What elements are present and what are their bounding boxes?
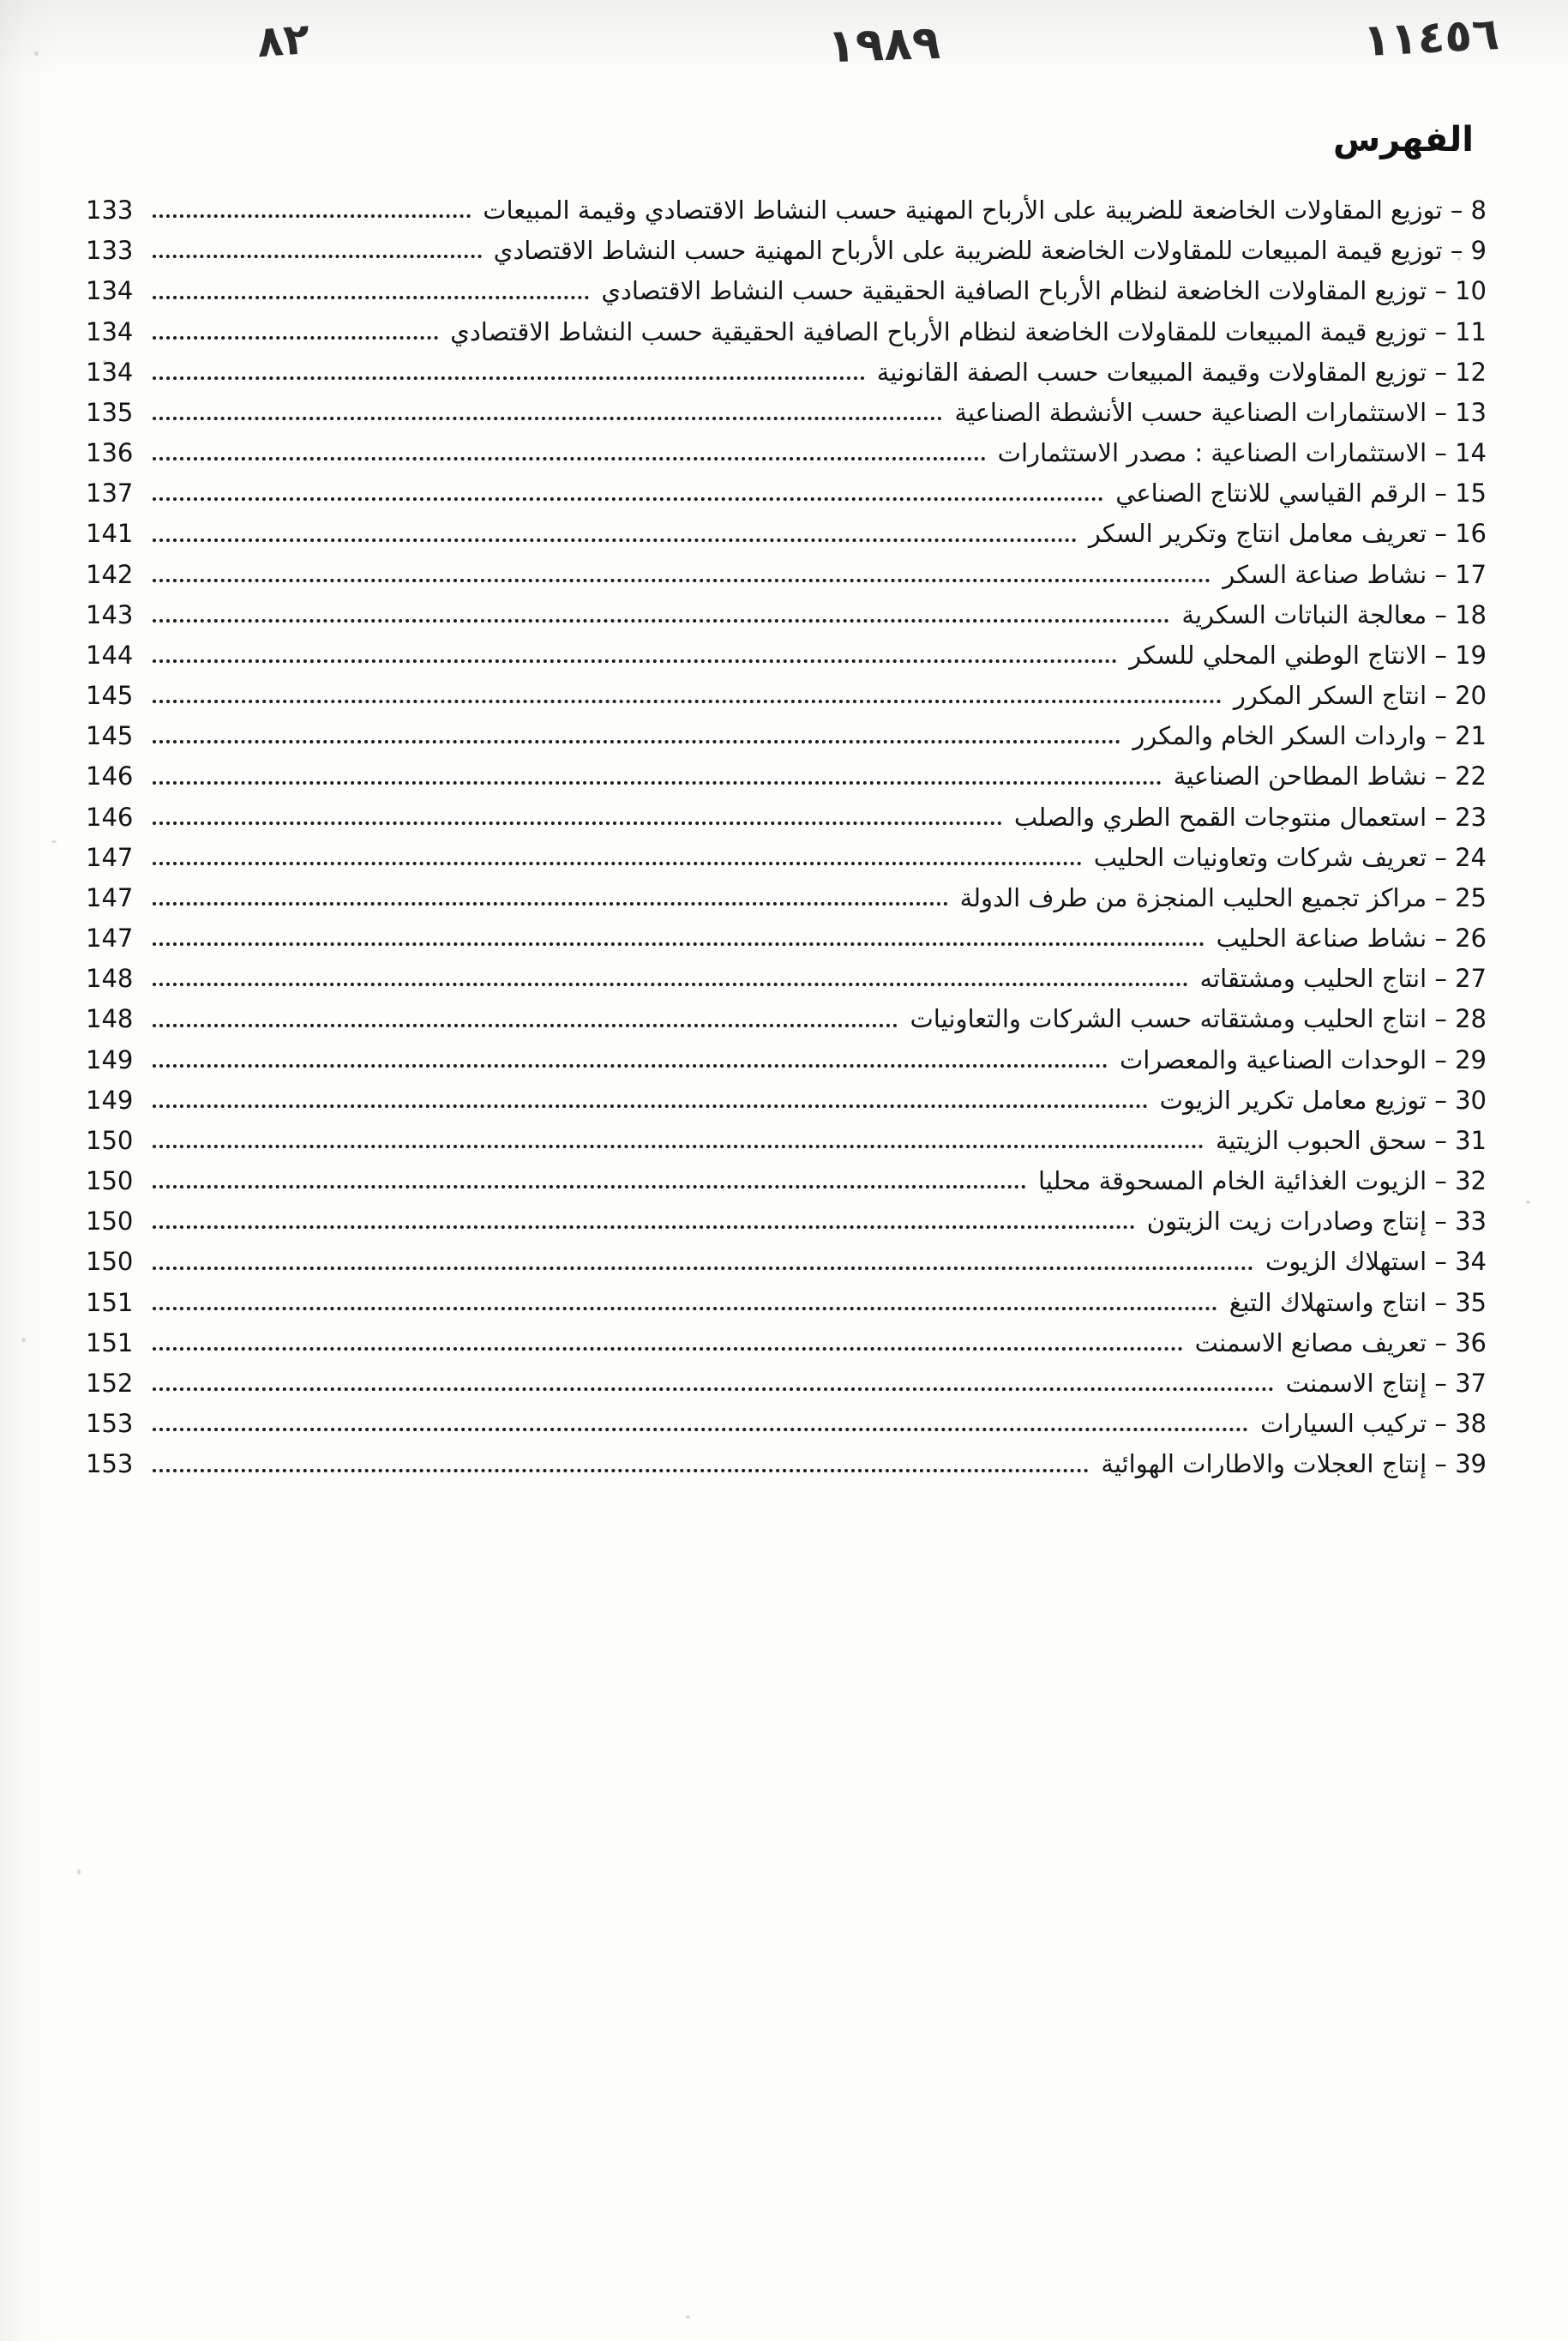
toc-entry[interactable] bbox=[86, 1123, 1487, 1158]
toc-page-number: 153 bbox=[86, 1409, 134, 1439]
toc-page-number: 133 bbox=[86, 236, 134, 266]
toc-page-number: 150 bbox=[86, 1166, 134, 1196]
toc-entry[interactable] bbox=[86, 193, 1487, 228]
toc-page-number: 153 bbox=[86, 1449, 134, 1479]
toc-entry[interactable] bbox=[86, 233, 1487, 268]
toc-entry-label: 21 – واردات السكر الخام والمكرر bbox=[1132, 721, 1487, 751]
toc-leader-dots bbox=[153, 1307, 1217, 1310]
toc-page-number: 134 bbox=[86, 276, 134, 306]
toc-leader-dots bbox=[153, 539, 1077, 542]
toc-entry-label: 32 – الزيوت الغذائية الخام المسحوقة محليا bbox=[1038, 1166, 1487, 1196]
toc-leader-dots bbox=[153, 255, 482, 258]
toc-entry-label: 29 – الوحدات الصناعية والمعصرات bbox=[1119, 1044, 1487, 1074]
toc-leader-dots bbox=[153, 1267, 1253, 1270]
toc-page-number: 137 bbox=[86, 478, 134, 509]
toc-entry-label: 26 – نشاط صناعة الحليب bbox=[1216, 924, 1487, 954]
toc-page-number: 136 bbox=[86, 438, 134, 468]
toc-leader-dots bbox=[153, 336, 438, 340]
toc-entry[interactable] bbox=[86, 1204, 1487, 1239]
toc-entry[interactable] bbox=[86, 395, 1487, 430]
toc-entry[interactable] bbox=[86, 1406, 1487, 1441]
toc-entry[interactable] bbox=[86, 1366, 1487, 1401]
toc-leader-dots bbox=[153, 1428, 1248, 1431]
toc-leader-dots bbox=[153, 619, 1169, 623]
toc-leader-dots bbox=[153, 902, 948, 906]
handwritten-note-right: ١١٤٥٦ bbox=[1361, 8, 1501, 68]
toc-leader-dots bbox=[153, 579, 1211, 582]
toc-entry-label: 19 – الانتاج الوطني المحلي للسكر bbox=[1129, 640, 1487, 670]
toc-entry[interactable] bbox=[86, 436, 1487, 471]
toc-page-number: 134 bbox=[86, 316, 134, 346]
toc-page-number: 147 bbox=[86, 842, 134, 872]
toc-leader-dots bbox=[153, 1145, 1204, 1148]
toc-page-number: 145 bbox=[86, 721, 134, 751]
toc-entry-label: 33 – إنتاج وصادرات زيت الزيتون bbox=[1146, 1207, 1487, 1237]
toc-leader-dots bbox=[153, 376, 865, 380]
toc-entry[interactable] bbox=[86, 1285, 1487, 1321]
toc-entry-label: 39 – إنتاج العجلات والاطارات الهوائية bbox=[1101, 1449, 1487, 1479]
toc-entry[interactable] bbox=[86, 840, 1487, 876]
toc-entry[interactable] bbox=[86, 678, 1487, 713]
toc-leader-dots bbox=[153, 296, 589, 299]
toc-entry-label: 10 – توزيع المقاولات الخاضعة لنظام الأرباح الصافية الحقيقية حسب النشاط الاقتصادي bbox=[601, 276, 1487, 306]
toc-page-number: 144 bbox=[86, 640, 134, 670]
toc-leader-dots bbox=[153, 417, 942, 420]
page-title: الفهرس bbox=[1332, 120, 1474, 159]
toc-page-number: 135 bbox=[86, 397, 134, 427]
toc-page-number: 150 bbox=[86, 1207, 134, 1237]
toc-page-number: 151 bbox=[86, 1287, 134, 1317]
toc-leader-dots bbox=[153, 1225, 1135, 1229]
toc-entry[interactable] bbox=[86, 476, 1487, 511]
toc-entry[interactable] bbox=[86, 921, 1487, 956]
toc-page-number: 151 bbox=[86, 1327, 134, 1357]
toc-entry-label: 20 – انتاج السكر المكرر bbox=[1233, 681, 1487, 711]
toc-leader-dots bbox=[153, 1064, 1108, 1068]
toc-entry[interactable] bbox=[86, 1083, 1487, 1118]
toc-page-number: 150 bbox=[86, 1247, 134, 1277]
handwritten-year: ١٩٨٩ bbox=[826, 15, 941, 74]
toc-entry-label: 25 – مراكز تجميع الحليب المنجزة من طرف الدولة bbox=[959, 882, 1487, 912]
toc-page-number: 150 bbox=[86, 1125, 134, 1155]
toc-leader-dots bbox=[153, 497, 1103, 501]
toc-page-number: 148 bbox=[86, 1004, 134, 1034]
toc-page-number: 142 bbox=[86, 559, 134, 589]
toc-page-number: 145 bbox=[86, 681, 134, 711]
toc-entry[interactable] bbox=[86, 881, 1487, 916]
toc-entry[interactable] bbox=[86, 598, 1487, 633]
toc-leader-dots bbox=[153, 1469, 1089, 1472]
toc-leader-dots bbox=[153, 659, 1117, 663]
toc-entry[interactable] bbox=[86, 355, 1487, 390]
toc-leader-dots bbox=[153, 781, 1162, 785]
toc-entry[interactable] bbox=[86, 1043, 1487, 1078]
toc-entry-label: 31 – سحق الحبوب الزيتية bbox=[1215, 1125, 1487, 1155]
toc-page-number: 149 bbox=[86, 1044, 134, 1074]
toc-entry[interactable] bbox=[86, 1164, 1487, 1199]
toc-entry-label: 27 – انتاج الحليب ومشتقاته bbox=[1199, 964, 1487, 994]
toc-entry[interactable] bbox=[86, 961, 1487, 996]
toc-entry-label: 30 – توزيع معامل تكرير الزيوت bbox=[1159, 1085, 1487, 1115]
toc-entry-label: 34 – استهلاك الزيوت bbox=[1265, 1247, 1487, 1277]
toc-leader-dots bbox=[153, 983, 1188, 986]
toc-entry-label: 35 – انتاج واستهلاك التبغ bbox=[1229, 1287, 1487, 1317]
toc-entry[interactable] bbox=[86, 719, 1487, 754]
toc-page-number: 143 bbox=[86, 599, 134, 629]
toc-entry-label: 23 – استعمال منتوجات القمح الطري والصلب bbox=[1013, 802, 1487, 832]
toc-entry-label: 17 – نشاط صناعة السكر bbox=[1223, 559, 1487, 589]
toc-entry[interactable] bbox=[86, 638, 1487, 673]
table-of-contents bbox=[86, 193, 1487, 1488]
toc-leader-dots bbox=[153, 821, 1002, 825]
toc-leader-dots bbox=[153, 1387, 1274, 1391]
toc-entry-label: 12 – توزيع المقاولات وقيمة المبيعات حسب الصفة القانونية bbox=[876, 357, 1487, 387]
toc-page-number: 147 bbox=[86, 882, 134, 912]
toc-page-number: 146 bbox=[86, 761, 134, 791]
toc-leader-dots bbox=[153, 1347, 1183, 1351]
toc-entry-label: 24 – تعريف شركات وتعاونيات الحليب bbox=[1093, 842, 1487, 872]
toc-leader-dots bbox=[153, 862, 1082, 865]
toc-entry[interactable] bbox=[86, 759, 1487, 794]
toc-entry[interactable] bbox=[86, 800, 1487, 835]
toc-entry-label: 14 – الاستثمارات الصناعية : مصدر الاستثمارات bbox=[997, 438, 1487, 468]
toc-entry-label: 36 – تعريف مصانع الاسمنت bbox=[1194, 1327, 1487, 1357]
toc-entry-label: 38 – تركيب السيارات bbox=[1260, 1409, 1487, 1439]
toc-entry[interactable] bbox=[86, 557, 1487, 593]
toc-entry[interactable] bbox=[86, 315, 1487, 350]
toc-entry[interactable] bbox=[86, 1447, 1487, 1482]
toc-leader-dots bbox=[153, 1185, 1026, 1189]
toc-entry-label: 16 – تعريف معامل انتاج وتكرير السكر bbox=[1088, 519, 1487, 549]
toc-entry-label: 22 – نشاط المطاحن الصناعية bbox=[1173, 761, 1487, 791]
toc-page-number: 147 bbox=[86, 924, 134, 954]
toc-entry-label: 18 – معالجة النباتات السكرية bbox=[1181, 599, 1487, 629]
toc-leader-dots bbox=[153, 1024, 898, 1027]
toc-entry-label: 13 – الاستثمارات الصناعية حسب الأنشطة الصناعية bbox=[954, 397, 1487, 427]
toc-entry[interactable] bbox=[86, 1002, 1487, 1037]
toc-page-number: 148 bbox=[86, 964, 134, 994]
toc-entry[interactable] bbox=[86, 1326, 1487, 1361]
toc-leader-dots bbox=[153, 457, 986, 460]
toc-entry[interactable] bbox=[86, 274, 1487, 309]
toc-leader-dots bbox=[153, 700, 1222, 703]
toc-page-number: 134 bbox=[86, 357, 134, 387]
toc-page-number: 149 bbox=[86, 1085, 134, 1115]
toc-entry-label: 9 – توزيع قيمة المبيعات للمقاولات الخاضعة للضريبة على الأرباح المهنية حسب النشاط الاقتصادي bbox=[493, 236, 1487, 266]
toc-page-number: 146 bbox=[86, 802, 134, 832]
toc-leader-dots bbox=[153, 942, 1205, 946]
toc-page-number: 133 bbox=[86, 196, 134, 225]
toc-entry-label: 11 – توزيع قيمة المبيعات للمقاولات الخاضعة لنظام الأرباح الصافية الحقيقية حسب النشاط الاقتصادي bbox=[450, 316, 1487, 346]
toc-entry[interactable] bbox=[86, 1244, 1487, 1279]
toc-entry[interactable] bbox=[86, 516, 1487, 551]
toc-leader-dots bbox=[153, 214, 471, 218]
toc-leader-dots bbox=[153, 1104, 1148, 1108]
toc-entry-label: 15 – الرقم القياسي للانتاج الصناعي bbox=[1115, 478, 1487, 509]
toc-page-number: 141 bbox=[86, 519, 134, 549]
toc-entry-label: 37 – إنتاج الاسمنت bbox=[1285, 1368, 1487, 1398]
toc-leader-dots bbox=[153, 740, 1120, 743]
toc-entry-label: 28 – انتاج الحليب ومشتقاته حسب الشركات والتعاونيات bbox=[910, 1004, 1487, 1034]
handwritten-note-left: ٨٢ bbox=[255, 13, 311, 68]
toc-page-number: 152 bbox=[86, 1368, 134, 1398]
toc-entry-label: 8 – توزيع المقاولات الخاضعة للضريبة على الأرباح المهنية حسب النشاط الاقتصادي وقيمة المبيعات bbox=[483, 196, 1487, 225]
